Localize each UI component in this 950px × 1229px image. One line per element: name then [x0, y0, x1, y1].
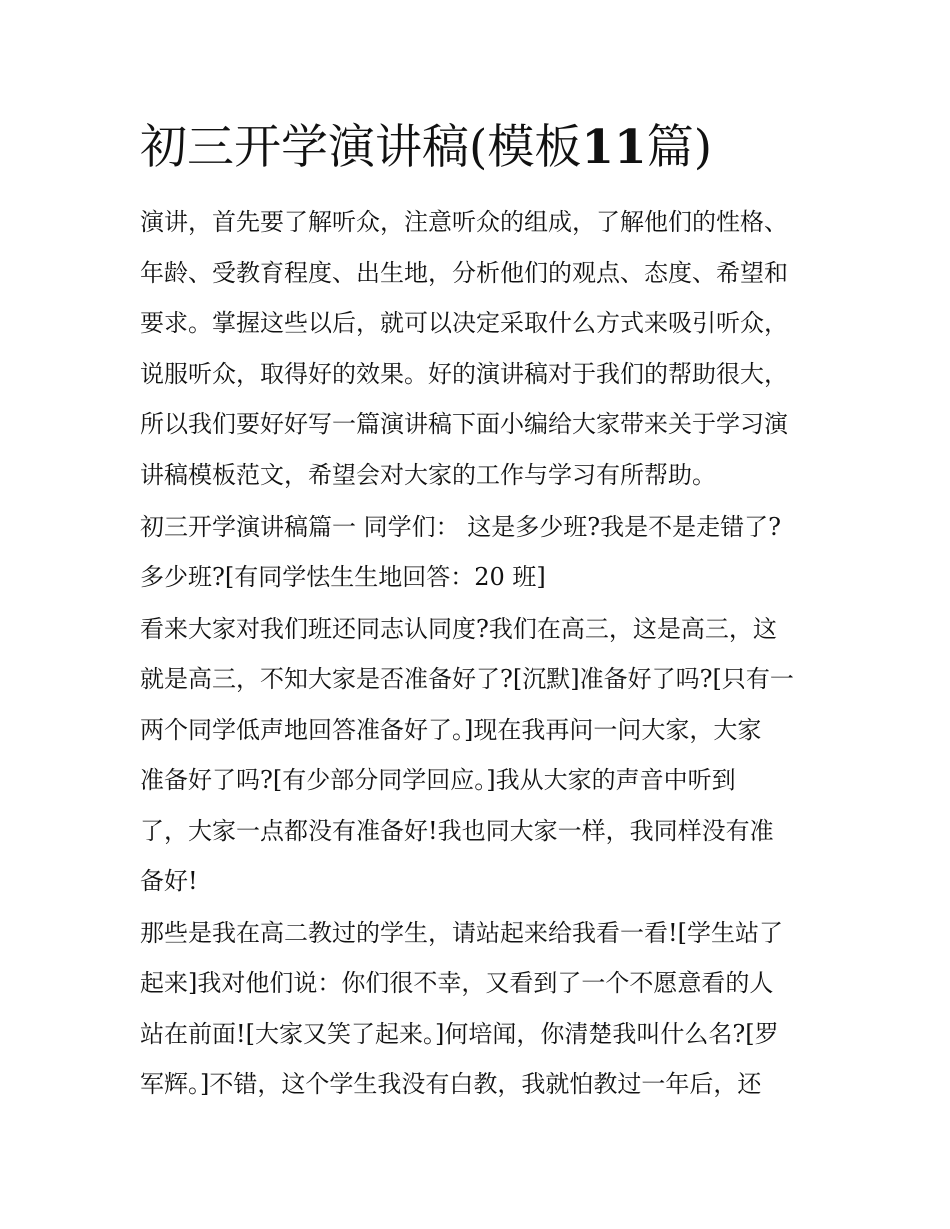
body-line: 要求。掌握这些以后，就可以决定采取什么方式来吸引听众，: [140, 309, 788, 337]
body-line: 起来]我对他们说：你们很不幸，又看到了一个不愿意看的人: [140, 969, 774, 997]
body-line: 就是高三，不知大家是否准备好了?[沉默]准备好了吗?[只有一: [140, 665, 794, 693]
body-line: 初三开学演讲稿篇一 同学们： 这是多少班?我是不是走错了?: [140, 513, 781, 541]
body-line: 多少班?[有同学怯生生地回答：20 班]: [140, 563, 546, 591]
body-line: 所以我们要好好写一篇演讲稿下面小编给大家带来关于学习演: [140, 410, 788, 438]
body-line: 看来大家对我们班还同志认同度?我们在高三，这是高三，这: [140, 615, 777, 643]
document-title: [140, 112, 840, 184]
body-line: 年龄、受教育程度、出生地，分析他们的观点、态度、希望和: [140, 259, 788, 287]
body-line: 准备好了吗?[有少部分同学回应。]我从大家的声音中听到: [140, 766, 736, 794]
title-number: 11: [581, 120, 647, 175]
body-line: 说服听众，取得好的效果。好的演讲稿对于我们的帮助很大，: [140, 360, 788, 388]
title-text-start: 初三开学演讲稿(模板: [140, 120, 582, 175]
title-text-end: 篇): [646, 120, 713, 175]
body-line: 了，大家一点都没有准备好!我也同大家一样，我同样没有准: [140, 817, 774, 845]
body-line: 备好!: [140, 867, 198, 895]
body-line: 军辉。]不错，这个学生我没有白教，我就怕教过一年后，还: [140, 1070, 762, 1098]
body-line: 那些是我在高二教过的学生，请站起来给我看一看![学生站了: [140, 919, 784, 947]
body-line: 讲稿模板范文，希望会对大家的工作与学习有所帮助。: [140, 461, 716, 489]
body-line: 站在前面![大家又笑了起来。]何培闻，你清楚我叫什么名?[罗: [140, 1020, 779, 1048]
body-line: 两个同学低声地回答准备好了。]现在我再问一问大家，大家: [140, 716, 762, 744]
body-line: 演讲，首先要了解听众，注意听众的组成，了解他们的性格、: [140, 208, 788, 236]
